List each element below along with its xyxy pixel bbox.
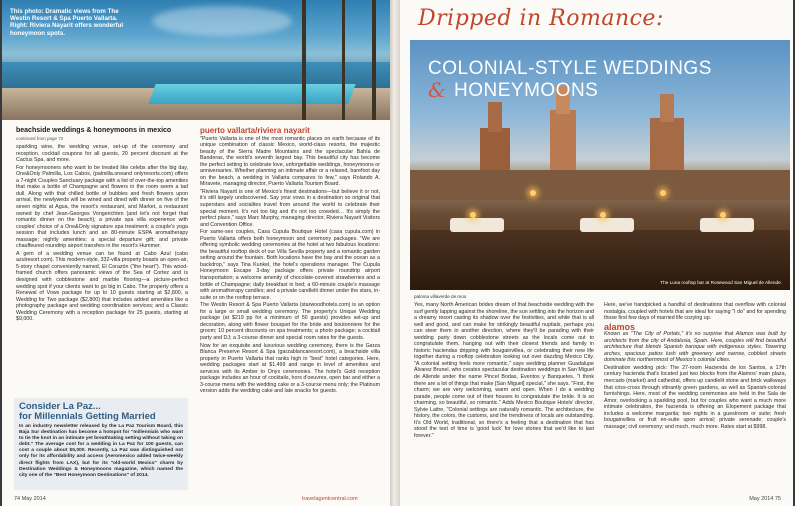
left-column-2: [200, 128, 380, 396]
section-heading: puerto vallarta/riviera nayarit: [200, 126, 310, 135]
page-number: 74 May 2014: [14, 496, 46, 502]
paragraph: "Riviera Nayarit is one of Mexico's finest destinations—but believe it or not, it's still largely undiscovered. Say your vows in a destination so original that superstars and socialites travel from around the world to celebrate their special moment. It's not too big and it's not too crowded… It's simply the perfect place," says Marc Murphy, managing director, Riviera Nayarit Visitors and Convention Office.: [200, 188, 380, 228]
continued-note: continued from page 72: [16, 135, 64, 141]
sidebar-title: Consider La Paz...: [19, 401, 101, 412]
paragraph: sparkling wine, the wedding venue, set-up of the ceremony and reception, cocktail coupons for all guests, 20 percent discount at the Cactus Spa, and more.: [16, 144, 188, 164]
paragraph: Now for an exquisite and luxurious wedding ceremony, there is the Garza Blanca Preserve Resort & Spa (garzablancaresort.com), a beachside villa property in Puerto Vallarta that ranks high in "best" hotel categories. Here, wedding packages start at $1,499 and range in level of amenities and services with its Amber to Onyx ceremonies. The hotel's Gold reception package includes an hour of cocktails, hors d'oeuvres, open bar and either a 3-course menu with the wedding cake or a 3-course menu only; the Platinum version adds the wedding cake and late snacks for guests.: [200, 342, 380, 395]
paragraph: Destination wedding pick: The 27-room Hacienda de los Santos, a 17th century hacienda that's located just two blocks from the Alamos' main plaza, mercado (market) and cathedral, offers up candlelit stone and brick walkways that criss-cross through vibrantly green gardens, as well as Spanish-colonial furnishings. Here, most of the wedding ceremonies are held in the Sala de Amor, overlooking a sparkling pool, but for couples who want a much more intimate celebration, the hacienda is offering an Elopement package that includes a welcome margarita; two nights in a guestroom or suite; fresh bougainvillea or fruit en-suite upon arrival; private serenade; couple's massage; civil ceremony; and much, much more. Rates start at $998.: [604, 364, 786, 430]
la-paz-sidebar: [14, 398, 188, 490]
left-column-1: [16, 128, 188, 324]
paragraph: For honeymooners who want to be treated like celebs after the big day, One&Only Palmilla, Los Cabos, (palmilla.oneand onlyresorts.com) offers a 7-night Couples Sanctuary package with a list of over-the-top amenities that make a bottle of Champagne and flowers in the room seem a tad dull. Along with that chilled bottle of bubbles and fresh flowers upon arrival, the newlyweds will be wined and dined with dinner on five of the seven nights at Agua, the resort's restaurant, and Market, a restaurant owned by chef Jean-Georges Vongerichten (and let's not forget that romantic dinner on the beach); a private spa villa experience with couples' choice of a One&Only signature spa treatment; a couple's yoga session that includes lunch and an 80-minute ESPA aromatherapy massage; nightly amenities; a special departure gift; and private chauffeured roundtrip airport transfers in the resort's Hummer.: [16, 164, 188, 250]
feature-subtitle-line-1: COLONIAL-STYLE WEDDINGS: [428, 58, 712, 79]
photo-caption: This photo: Dramatic views from The Westin Resort & Spa Puerto Vallarta. Right: Riviera Nayarit offers wonderful honeymoon spots.: [10, 8, 124, 37]
paragraph: A gem of a wedding venue can be found at Cabo Azul (cabo azulresort.com). This modern-style, 332-villa property boasts an open-air, 5-story chapel conveniently named, El Corazón ("the heart"). This wood-framed church offers panoramic views of the Sea of Cortez and is designed with cobblestone and marble flooring—a picture-perfect wedding spot if your clients want to go big in Cabo. The property offers a Renewal of Vows package for up to 10 guests starting at $2,800, a Wedding for Two package ($2,800) that includes added amenities like a photography package and wedding coordination services; and a Classic Wedding Ceremony with a reception package for 25 guests, starting at $9,000.: [16, 250, 188, 323]
sidebar-title: for Millennials Getting Married: [19, 411, 156, 422]
left-page: [2, 0, 390, 506]
section-heading: beachside weddings & honeymoons in mexico: [16, 127, 172, 134]
rooftop-photo: [410, 40, 790, 290]
photo-credit: paloma villaverde de moo: [414, 294, 467, 299]
paragraph: The Westin Resort & Spa Puerto Vallarta (starwoodhotels.com) is an option for a large or small wedding ceremony. The property's Unique Wedding package (at $219 pp for a minimum of 50 guests) provides set-up and decoration, along with flower bouquet for the bride and boutonniere for the groom; 10 percent discounts on spa treatments; a photo package; a cocktail party and DJ; a 3-course dinner and special room rates for the guests.: [200, 302, 380, 341]
right-column-1: [414, 302, 594, 440]
gutter: [390, 0, 400, 506]
resort-photo: [2, 0, 390, 120]
photo-caption: The Luna rooftop bar at Rosewood San Miguel de Allende.: [660, 280, 782, 285]
footer-url: travelagentcentral.com: [302, 496, 358, 502]
sidebar-body: In an industry newsletter released by the La Paz Tourism Board, this Baja Sur destination has become a hotspot for "millennials who want to tie the knot in an intimate yet breathtaking setting without taking on debt." The average cost for a wedding in La Paz for 100 guests, can cost a couple about $5,000. Recently, La Paz was distinguished not only for its affordability and access (Aeromexico added twice-weekly direct flights from LAX), but for its "old-world Mexico" charm by Destination Weddings & Honeymoons magazine, which named the city one of the "Best Honeymoon Destinations" of 2014.: [19, 424, 183, 478]
feature-subtitle-line-2: HONEYMOONS: [454, 80, 599, 101]
paragraph: Yes, many North American brides dream of that beachside wedding with the surf gently lapping against the shoreline, the sun settling into the horizon and a dreamy resort casting its shadow over the festivities, and while that is all well and good, and can make for strikingly beautiful nuptials, perhaps you can steer them in another direction, where they'll be parading with their wedding party down cobblestone streets as the locals come out to congratulate them, hanging out with their closest friends and family in historic haciendas dripping with bougainvillea, or celebrating their new life together during a rooftop celebration looking out over dazzling Mexico City. "A colonial setting feels more romantic," says wedding planner Guadalupe Álvarez Brunel, who creates spectacular destination weddings in San Miguel de Allende under the name Pincel Bodas, Eventos y Banquetes. "I think there are a lot of things that make [San Miguel] special," she says. "First, the charm; we are very welcoming, warm and open. When I do a wedding parade, people come out of their houses to congratulate the bride. It is so charming, so beautiful, so romantic." Adds Mexico Boutique Hotels' director, Sylvie Laitre, "Colonial settings are naturally romantic. The architecture, the history, the colors, the customs, and the trendiness of locals are outstanding. It's Old World, traditional, so there's a feeling that a destination that has stood the test of time is 'good luck' for love stories that we'd like to last forever.": [414, 302, 594, 439]
feature-subtitle-ampersand: &: [428, 78, 446, 102]
paragraph: "Puerto Vallarta is one of the most romantic places on earth because of its unique combination of classic Mexico, world-class resorts, the majestic beauty of the Sierra Madre Mountains and the spectacular Bahía de Banderas, the world's seventh largest bay. This beautiful city has become the perfect setting to celebrate love, unforgettable weddings, honeymoons or anniversaries. Whether planning an intimate affair or a relaxed, barefoot day on the beach, a wedding in Vallarta compares to few," says Rolando A. Miravete, managing director, Puerto Vallarta Tourism Board.: [200, 135, 380, 188]
section-heading: alamos: [604, 321, 636, 332]
right-page: [400, 0, 793, 506]
paragraph: For same-sex couples, Casa Cupula Boutique Hotel (casa cupula.com) in Puerto Vallarta offers both honeymoon and ceremony packages. "We are offering symbolic wedding ceremonies at the hotel at two fabulous locations: the beautiful rooftop deck of our Villa Sevilla property and a romantic garden setting around the fountain. Both locations have the bay and the ocean as a backdrop," says Tina Kunkel, the hotel's operations manager. The Cupula Honeymoon Escape 3-day package offers private roundtrip airport transportation; a welcome amenity of chocolate-covered strawberries and a bottle of Champagne; daily breakfast in bed; a 60-minute couple's massage with aromatherapy candles; and a private candlelit dinner under the stars, in-suite or on the rooftop terrace.: [200, 229, 380, 301]
paragraph: Here, we've handpicked a handful of destinations that overflow with colonial nostalgia, coupled with hotels that are ideal for saying "I do" and for spending those first few days of married life cozying up.: [604, 302, 786, 322]
page-number: May 2014 75: [749, 496, 781, 502]
feature-title: Dripped in Romance:: [418, 6, 664, 31]
right-column-2: [604, 302, 786, 431]
paragraph: Known as "The City of Portals," it's no surprise that Alamos was built by architects from the city of Andalusia, Spain. Here, couples will find beautiful architecture that blends Spanish baroque with indigenous styles. Towering arches, spacious patios lush with greenery and narrow, cobbled streets dominate this northernmost of Mexico's colonial cities.: [604, 331, 786, 364]
